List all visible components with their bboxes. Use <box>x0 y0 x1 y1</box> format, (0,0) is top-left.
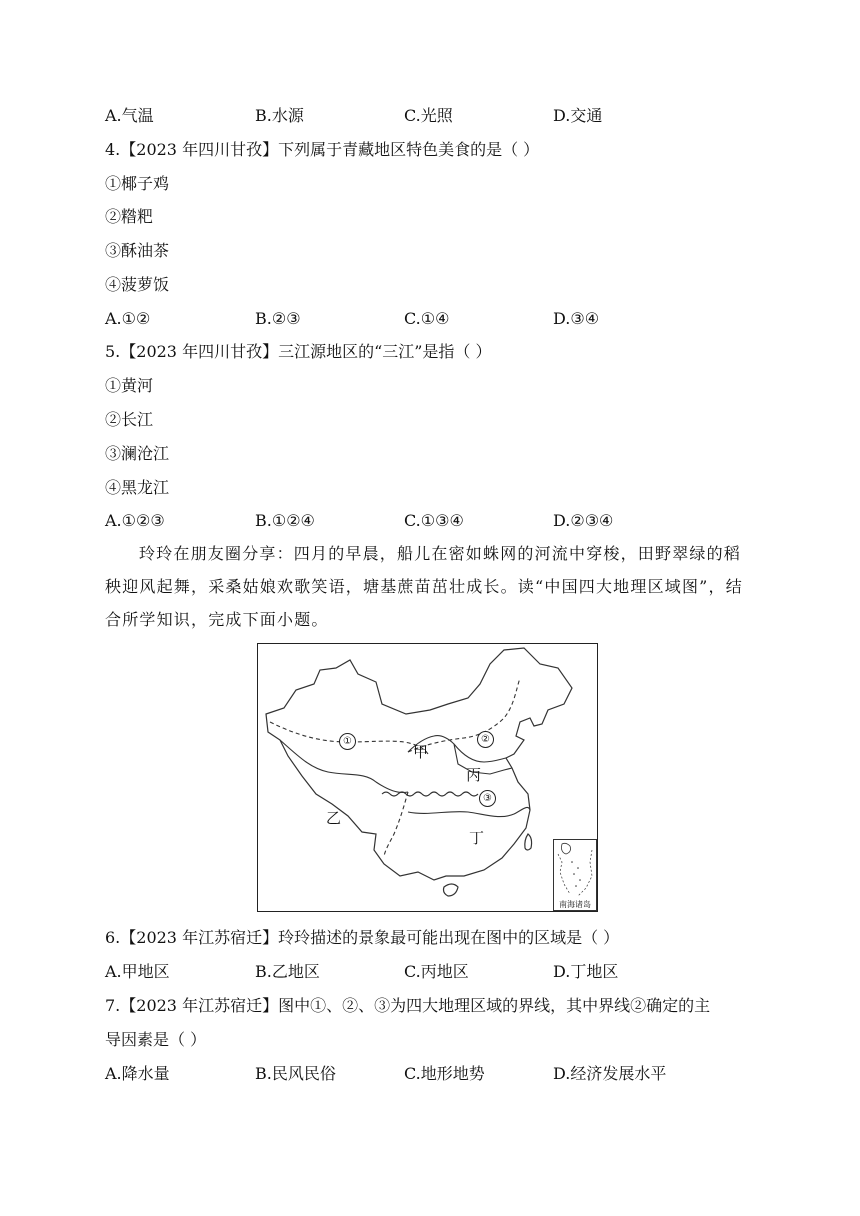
q4-option-c[interactable]: C.①④ <box>404 309 450 328</box>
q3-option-b[interactable]: B.水源 <box>255 106 304 125</box>
q7-stem-line2: 导因素是（ ） <box>105 1030 207 1049</box>
boundary-2-line <box>408 678 520 752</box>
q7-option-a[interactable]: A.降水量 <box>105 1064 170 1083</box>
q5-option-d[interactable]: D.②③④ <box>553 511 614 530</box>
q5-option-a[interactable]: A.①②③ <box>105 511 165 530</box>
boundary-sw-line <box>384 792 408 856</box>
q4-option-b[interactable]: B.②③ <box>255 309 301 328</box>
q4-options <box>105 309 745 329</box>
region-label-yi: 乙 <box>326 809 342 827</box>
q5-item-3: ③澜沧江 <box>105 444 170 463</box>
q4-item-4: ④菠萝饭 <box>105 275 170 294</box>
q5-item-4: ④黑龙江 <box>105 478 170 497</box>
q3-option-a[interactable]: A.气温 <box>105 106 154 125</box>
region-label-jia: 甲 <box>413 743 429 761</box>
china-regions-map <box>257 643 598 912</box>
q6-option-b[interactable]: B.乙地区 <box>255 962 320 981</box>
q5-option-b[interactable]: B.①②④ <box>255 511 315 530</box>
region-label-ding: 丁 <box>469 829 485 847</box>
q4-item-2: ②糌粑 <box>105 207 154 226</box>
q7-stem-line1: 7.【2023 年江苏宿迁】图中①、②、③为四大地理区域的界线，其中界线②确定的主 <box>105 996 711 1015</box>
ding-region-outline <box>408 807 530 816</box>
q3-option-c[interactable]: C.光照 <box>404 106 453 125</box>
q7-option-b[interactable]: B.民风民俗 <box>255 1064 336 1083</box>
q4-stem: 4.【2023 年四川甘孜】下列属于青藏地区特色美食的是（ ） <box>105 140 540 159</box>
q6-stem: 6.【2023 年江苏宿迁】玲玲描述的景象最可能出现在图中的区域是（ ） <box>105 928 620 947</box>
hainan-outline <box>444 884 459 896</box>
map-outline <box>258 644 599 913</box>
q5-item-1: ①黄河 <box>105 376 154 395</box>
q6-option-d[interactable]: D.丁地区 <box>553 962 619 981</box>
reading-passage-text: 玲玲在朋友圈分享：四月的早晨，船儿在密如蛛网的河流中穿梭，田野翠绿的稻秧迎风起舞，采桑姑娘欢歌笑语，塘基蔗苗茁壮成长。读“中国四大地理区域图”，结合所学知识，完成下面小题。 <box>105 544 743 629</box>
q7-option-d[interactable]: D.经济发展水平 <box>553 1064 667 1083</box>
q5-stem: 5.【2023 年四川甘孜】三江源地区的“三江”是指（ ） <box>105 342 492 361</box>
q6-option-c[interactable]: C.丙地区 <box>404 962 469 981</box>
q5-options <box>105 511 745 531</box>
q4-option-d[interactable]: D.③④ <box>553 309 600 328</box>
q4-item-1: ①椰子鸡 <box>105 174 170 193</box>
boundary-label-1: ① <box>339 733 356 750</box>
boundary-label-2: ② <box>477 731 494 748</box>
boundary-3-line <box>382 792 478 796</box>
inset-islands <box>554 840 598 902</box>
boundary-label-3: ③ <box>479 790 496 807</box>
q3-option-d[interactable]: D.交通 <box>553 106 603 125</box>
q4-option-a[interactable]: A.①② <box>105 309 151 328</box>
taiwan-outline <box>525 834 532 850</box>
south-china-sea-inset <box>553 839 597 911</box>
q5-option-c[interactable]: C.①③④ <box>404 511 464 530</box>
reading-passage <box>105 537 745 636</box>
q3-options <box>105 106 745 126</box>
region-label-bing: 丙 <box>466 766 482 784</box>
q7-option-c[interactable]: C.地形地势 <box>404 1064 485 1083</box>
q5-item-2: ②长江 <box>105 410 154 429</box>
q6-option-a[interactable]: A.甲地区 <box>105 962 170 981</box>
q6-options <box>105 962 745 982</box>
q7-options <box>105 1064 745 1084</box>
inset-label: 南海诸岛 <box>559 900 591 909</box>
china-outline <box>266 648 572 880</box>
q4-item-3: ③酥油茶 <box>105 241 170 260</box>
